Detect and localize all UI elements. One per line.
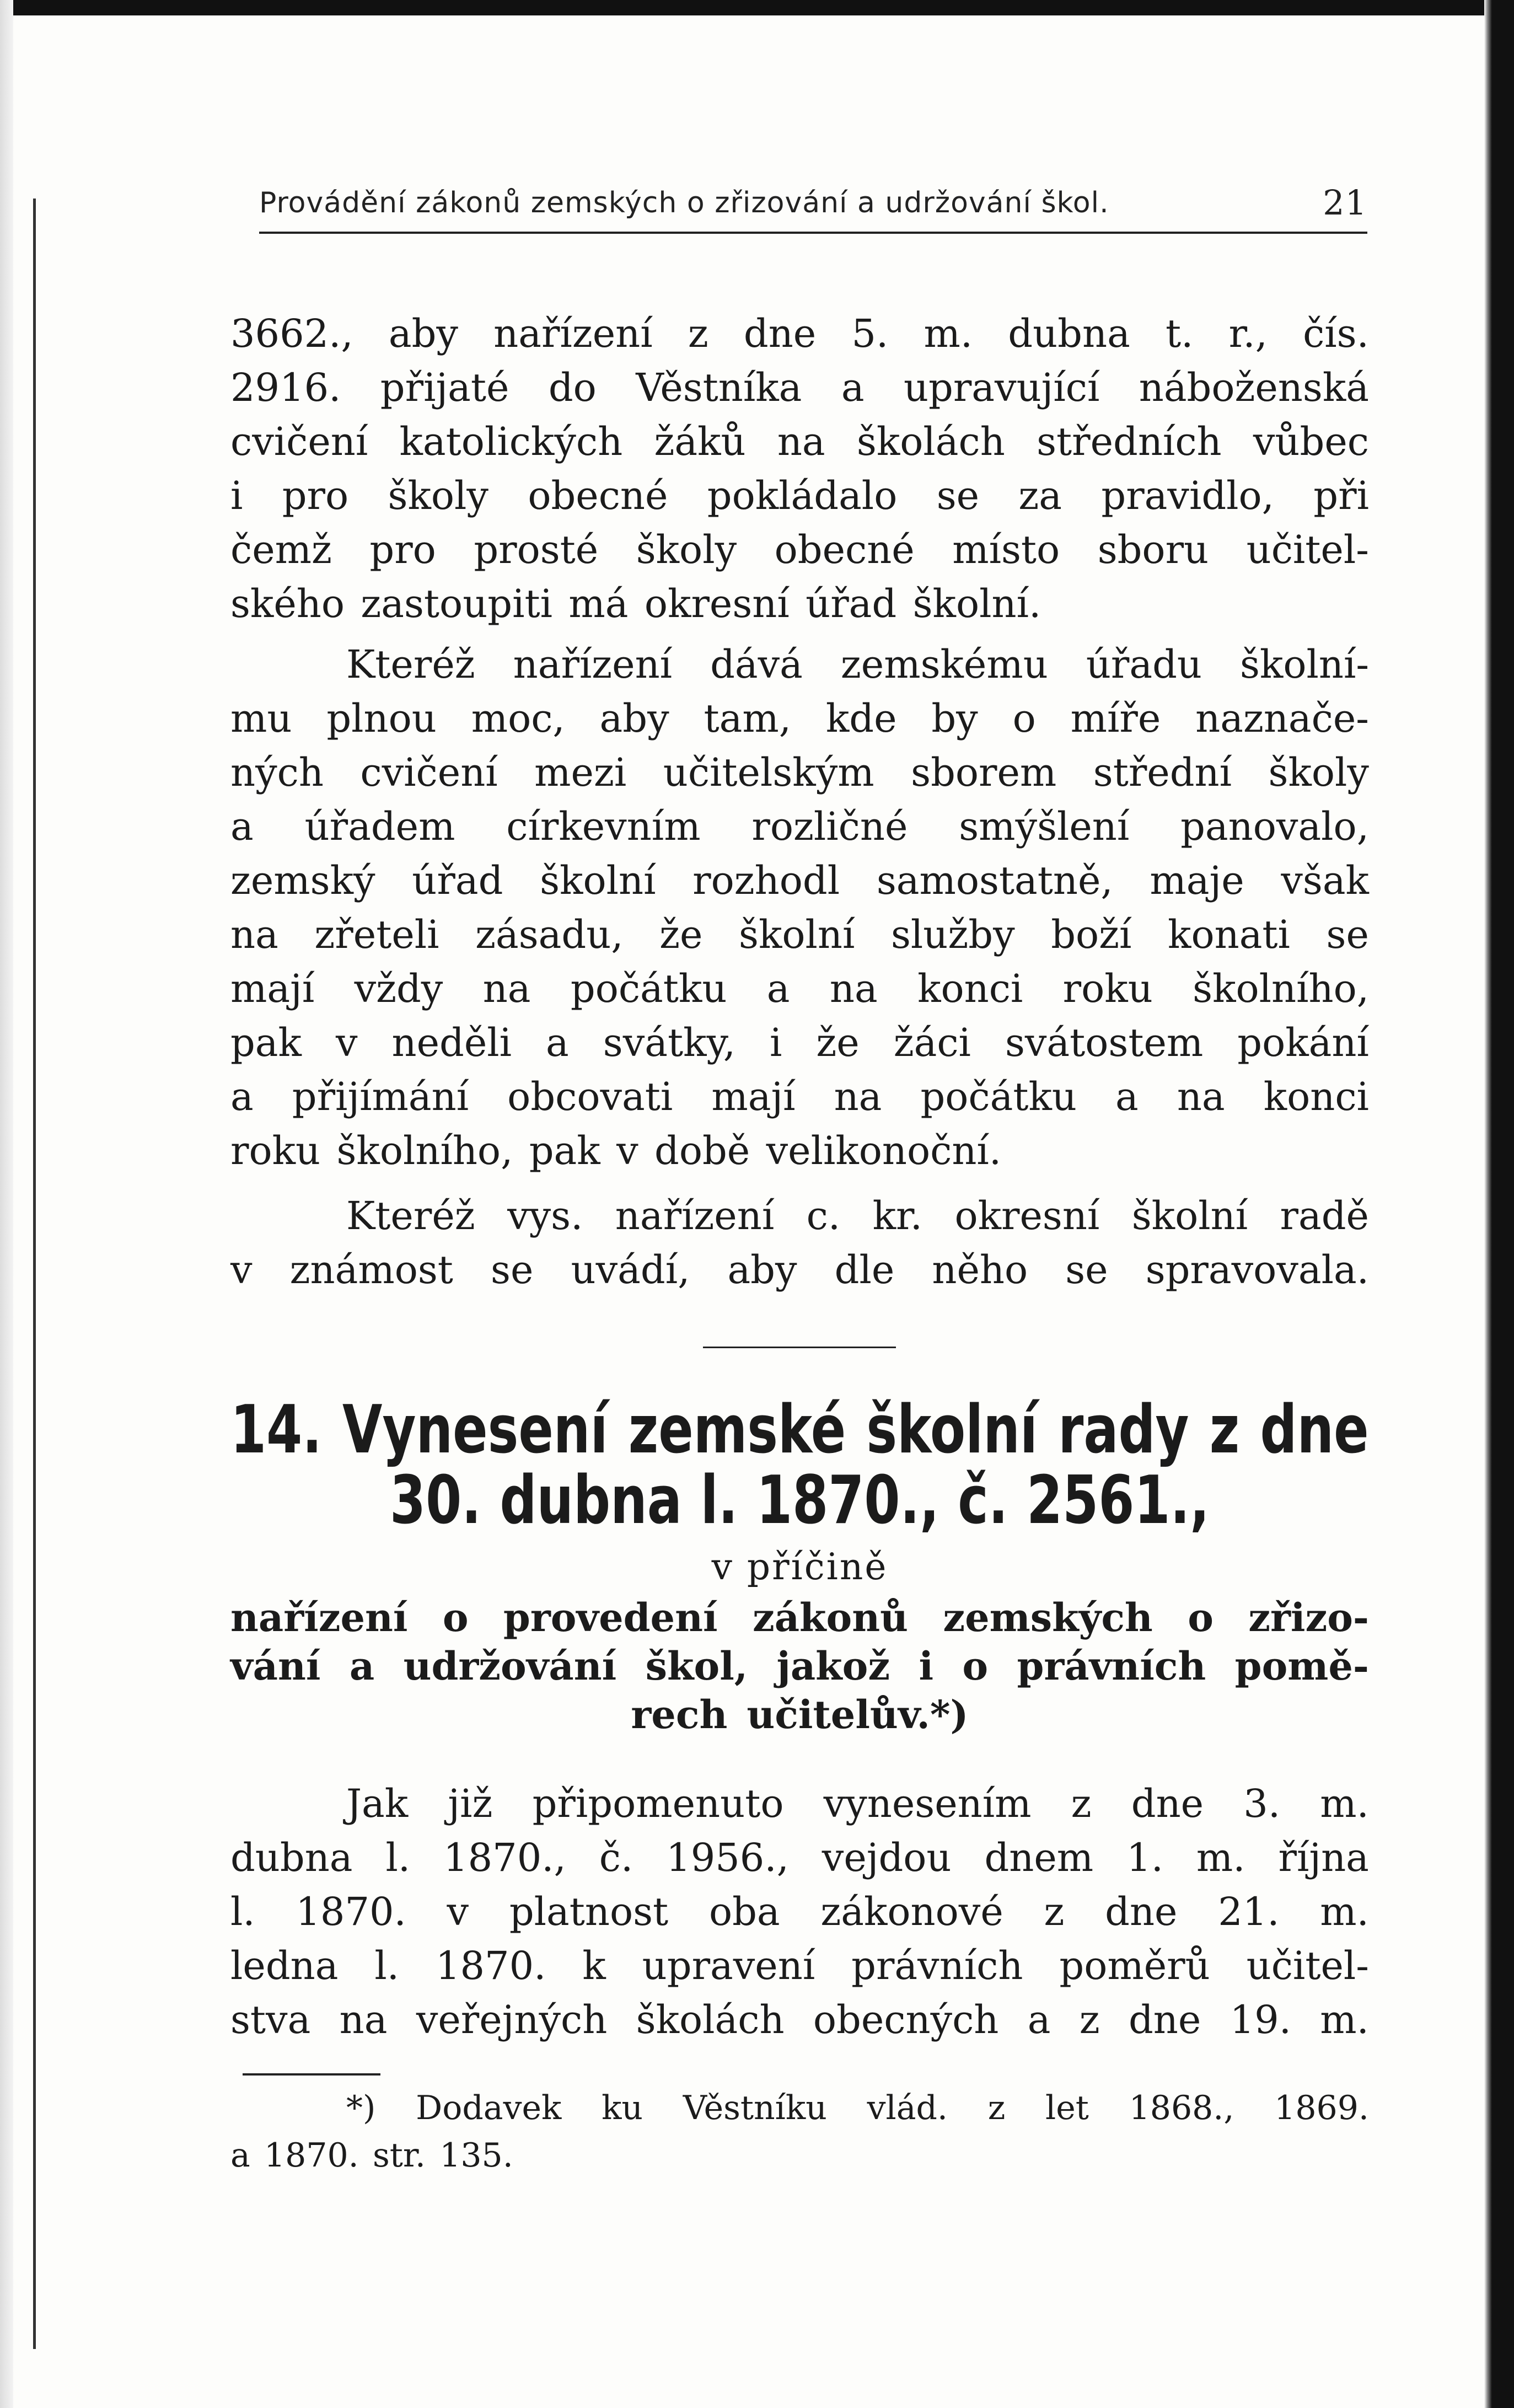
footnote (230, 2084, 1369, 2179)
scan-edge-left (0, 0, 13, 2408)
text-line: cvičení katolických žáků na školách středních vůbec (230, 419, 1369, 464)
text-line: a přijímání obcovati mají na počátku a na konci (230, 1074, 1369, 1119)
paragraph-4 (230, 1777, 1369, 2047)
text-line: Jak již připomenuto vynesením z dne 3. m. (346, 1781, 1369, 1826)
text-line: 3662., aby nařízení z dne 5. m. dubna t. r., čís. (230, 311, 1369, 356)
text-line: l. 1870. v platnost oba zákonové z dne 21. m. (230, 1889, 1369, 1934)
footnote-line: a 1870. str. 135. (230, 2136, 513, 2175)
text-line: dubna l. 1870., č. 1956., vejdou dnem 1. m. října (230, 1835, 1369, 1880)
heading-line: 30. dubna l. 1870., č. 2561., (390, 1462, 1210, 1539)
text-line: stva na veřejných školách obecných a z dne 19. m. (230, 1997, 1369, 2042)
section-subtitle-small: v příčině (711, 1546, 888, 1588)
footnote-line: *) Dodavek ku Věstníku vlád. z let 1868., 1869. (346, 2089, 1369, 2127)
paragraph-3 (230, 1189, 1369, 1297)
paragraph-1 (230, 307, 1369, 631)
text-line: zemský úřad školní rozhodl samostatně, maje však (230, 858, 1369, 903)
paragraph-2 (230, 637, 1369, 1178)
text-line: mu plnou moc, aby tam, kde by o míře naznače- (230, 696, 1369, 741)
running-head-title: Provádění zákonů zemských o zřizování a udržování škol. (259, 186, 1109, 219)
binding-shadow (33, 199, 36, 2349)
scan-edge-right (1484, 0, 1514, 2408)
text-line: roku školního, pak v době velikonoční. (230, 1128, 1002, 1173)
page-number: 21 (1323, 183, 1367, 223)
text-line: čemž pro prosté školy obecné místo sboru učitel- (230, 527, 1369, 572)
text-line: Kteréž nařízení dává zemskému úřadu školní- (346, 642, 1369, 687)
heading-line: 14. Vynesení zemské školní rady z dne (230, 1392, 1369, 1468)
text-line: 2916. přijaté do Věstníka a upravující náboženská (230, 365, 1369, 410)
scan-edge-top (0, 0, 1514, 15)
subtitle-line: rech učitelův.*) (631, 1692, 969, 1737)
running-head (259, 176, 1367, 234)
text-line: ledna l. 1870. k upravení právních poměrů učitel- (230, 1943, 1369, 1988)
subtitle-line: vání a udržování škol, jakož i o právních pomě- (230, 1643, 1369, 1689)
text-line: ných cvičení mezi učitelským sborem střední školy (230, 750, 1369, 795)
section-divider (703, 1347, 896, 1348)
subtitle-line: nařízení o provedení zákonů zemských o zřizo- (230, 1595, 1369, 1640)
footnote-rule (243, 2073, 380, 2076)
text-line: Kteréž vys. nařízení c. kr. okresní školní radě (346, 1193, 1369, 1238)
text-line: pak v neděli a svátky, i že žáci svátostem pokání (230, 1020, 1369, 1065)
text-line: v známost se uvádí, aby dle něho se spravovala. (230, 1247, 1369, 1293)
text-line: mají vždy na počátku a na konci roku školního, (230, 966, 1369, 1011)
text-line: a úřadem církevním rozličné smýšlení panovalo, (230, 804, 1369, 849)
section-subtitle (230, 1594, 1369, 1739)
text-line: ského zastoupiti má okresní úřad školní. (230, 581, 1041, 626)
text-line: na zřeteli zásadu, že školní služby boží konati se (230, 912, 1369, 957)
section-heading (230, 1392, 1369, 1539)
text-line: i pro školy obecné pokládalo se za pravidlo, při (230, 473, 1369, 518)
